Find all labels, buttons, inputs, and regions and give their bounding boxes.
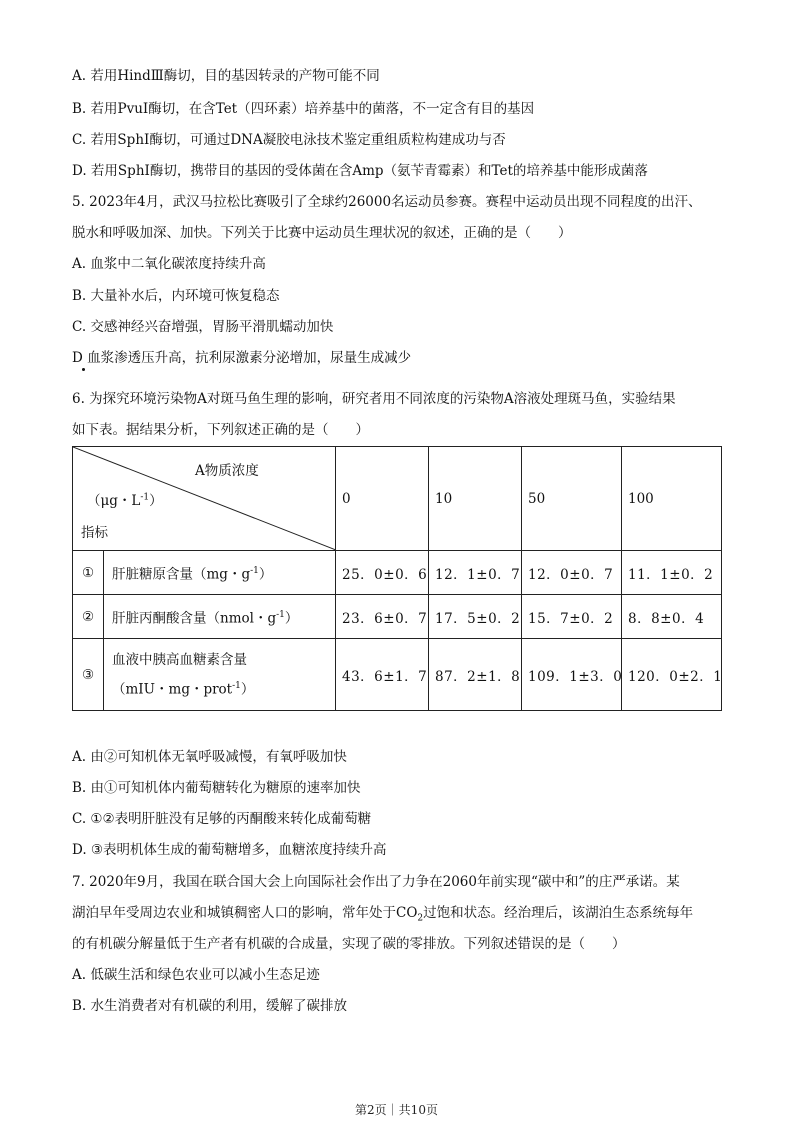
q5-stem-line2: 脱水和呼吸加深、加快。下列关于比赛中运动员生理状况的叙述，正确的是（ ） <box>72 225 572 241</box>
table-header-row <box>73 447 722 551</box>
q5-option-d: D 血浆渗透压升高，抗利尿激素分泌增加，尿量生成减少 <box>72 350 412 366</box>
row-number: ① <box>73 551 104 595</box>
q4-option-a: A. 若用HindⅢ酶切，目的基因转录的产物可能不同 <box>72 68 380 84</box>
q7-stem-line2: 湖泊早年受周边农业和城镇稠密人口的影响，常年处于$CO_2$过饱和状态。经治理后，该湖泊生态系统每年 <box>72 905 694 924</box>
header-conc-10: 10 <box>429 447 522 551</box>
table-cell: 12．1±0．7 <box>429 551 522 595</box>
q4-option-c: C. 若用SphⅠ酶切，可通过DNA凝胶电泳技术鉴定重组质粒构建成功与否 <box>72 132 506 148</box>
q7-stem-line3: 的有机碳分解量低于生产者有机碳的合成量，实现了碳的零排放。下列叙述错误的是（ ） <box>72 936 626 952</box>
row-indicator: 血液中胰高血糖素含量 （mIU・mg・prot$^{-1}$） <box>104 639 336 711</box>
table-cell: 12．0±0．7 <box>522 551 622 595</box>
header-conc-100: 100 <box>622 447 722 551</box>
row-indicator: 肝脏丙酮酸含量（nmol・$g^{-1}$） <box>104 595 336 639</box>
table-cell: 87．2±1．8 <box>429 639 522 711</box>
q5-option-b: B. 大量补水后，内环境可恢复稳态 <box>72 288 280 304</box>
q6-stem-line1: 6. 为探究环境污染物A对斑马鱼生理的影响，研究者用不同浓度的污染物A溶液处理斑马鱼，实验结果 <box>72 391 676 407</box>
q7-stem-line1: 7. 2020年9月，我国在联合国大会上向国际社会作出了力争在2060年前实现“碳中和”的庄严承诺。某 <box>72 874 680 890</box>
row-indicator: 肝脏糖原含量（mg・$g^{-1}$） <box>104 551 336 595</box>
table-cell: 109．1±3．0 <box>522 639 622 711</box>
table-corner-cell <box>73 447 336 551</box>
corner-label-concentration: A物质浓度 <box>195 463 259 479</box>
corner-label-unit: （μg・$L^{-1}$） <box>87 492 163 509</box>
q5-option-c: C. 交感神经兴奋增强，胃肠平滑肌蠕动加快 <box>72 319 334 335</box>
stray-dot <box>82 368 85 371</box>
table-row <box>73 595 722 639</box>
table-cell: 17．5±0．2 <box>429 595 522 639</box>
q6-data-table <box>72 446 722 711</box>
q6-option-d: D. ③表明机体生成的葡萄糖增多，血糖浓度持续升高 <box>72 842 387 858</box>
q5-option-a: A. 血浆中二氧化碳浓度持续升高 <box>72 256 266 272</box>
header-conc-0: 0 <box>336 447 429 551</box>
table-cell: 23．6±0．7 <box>336 595 429 639</box>
table-cell: 15．7±0．2 <box>522 595 622 639</box>
table-cell: 43．6±1．7 <box>336 639 429 711</box>
corner-label-indicator: 指标 <box>81 525 108 541</box>
q6-option-a: A. 由②可知机体无氧呼吸减慢，有氧呼吸加快 <box>72 749 347 765</box>
table-cell: 120．0±2．1 <box>622 639 722 711</box>
q7-option-b: B. 水生消费者对有机碳的利用，缓解了碳排放 <box>72 998 348 1014</box>
page-footer: 第2页｜共10页 <box>355 1103 438 1117</box>
row-number: ③ <box>73 639 104 711</box>
q4-option-d: D. 若用SphⅠ酶切，携带目的基因的受体菌在含Amp（氨苄青霉素）和Tet的培养基中能形成菌落 <box>72 163 648 179</box>
q6-option-c: C. ①②表明肝脏没有足够的丙酮酸来转化成葡萄糖 <box>72 811 372 827</box>
header-conc-50: 50 <box>522 447 622 551</box>
table-cell: 8．8±0．4 <box>622 595 722 639</box>
q6-stem-line2: 如下表。据结果分析，下列叙述正确的是（ ） <box>72 422 369 438</box>
table-cell: 11．1±0．2 <box>622 551 722 595</box>
table-cell: 25．0±0．6 <box>336 551 429 595</box>
q7-option-a: A. 低碳生活和绿色农业可以减小生态足迹 <box>72 967 320 983</box>
q5-stem-line1: 5. 2023年4月，武汉马拉松比赛吸引了全球约26000名运动员参赛。赛程中运动员出现不同程度的出汗、 <box>72 194 702 210</box>
table-row <box>73 639 722 711</box>
row-number: ② <box>73 595 104 639</box>
q6-option-b: B. 由①可知机体内葡萄糖转化为糖原的速率加快 <box>72 780 361 796</box>
q4-option-b: B. 若用PvuⅠ酶切，在含Tet（四环素）培养基中的菌落，不一定含有目的基因 <box>72 101 535 117</box>
table-row <box>73 551 722 595</box>
